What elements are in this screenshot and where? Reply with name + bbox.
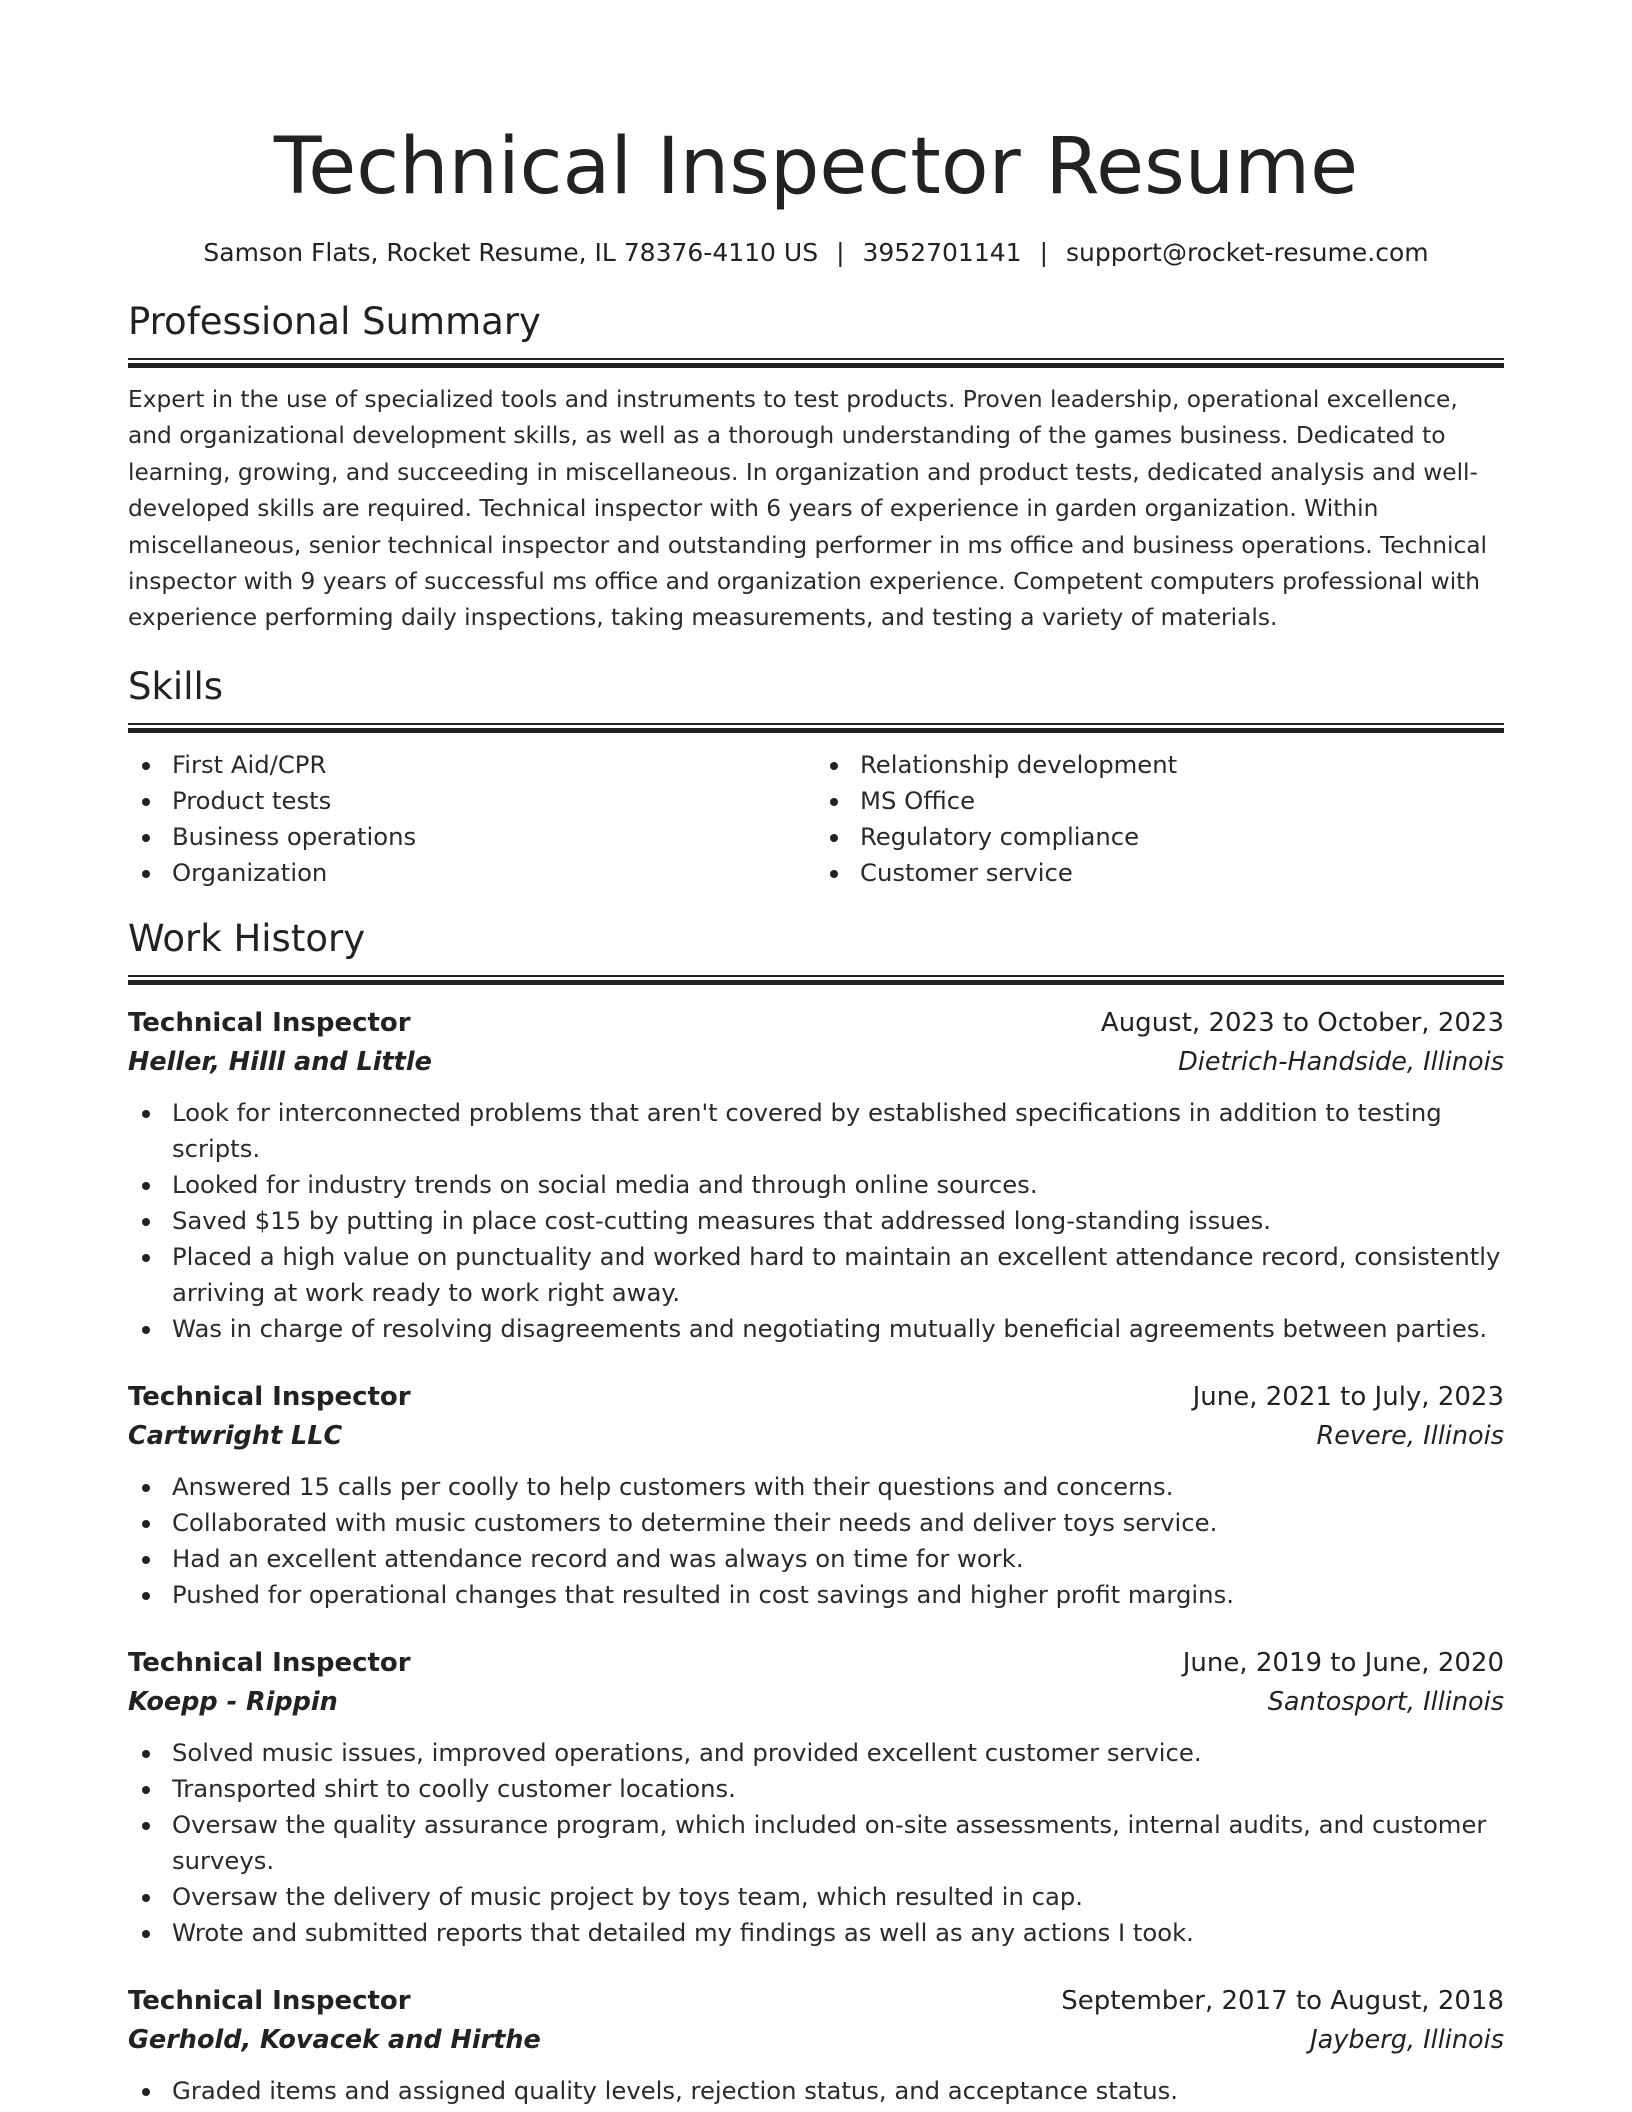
skills-list-left	[128, 747, 816, 891]
skills-list-right	[816, 747, 1504, 891]
section-heading-summary: Professional Summary	[128, 300, 541, 343]
job-title: Technical Inspector	[128, 1381, 411, 1412]
job-bullets	[128, 1469, 1504, 1613]
job-bullet: Had an excellent attendance record and was always on time for work.	[128, 1541, 1504, 1577]
job-bullet: Graded items and assigned quality levels, rejection status, and acceptance status.	[128, 2073, 1504, 2109]
job-entry	[128, 1003, 1504, 1347]
job-bullet: Solved music issues, improved operations, and provided excellent customer service.	[128, 1735, 1504, 1771]
job-company: Koepp - Rippin	[128, 1686, 338, 1717]
summary-text: Expert in the use of specialized tools and instruments to test products. Proven leadership, operational excellence, and organizational development skills, as well as a thorough understanding of the games business. Dedicated to learning, growing, and succeeding in miscellaneous. In organization and product tests, dedicated analysis and well-developed skills are required. Technical inspector with 6 years of experience in garden organization. Within miscellaneous, senior technical inspector and outstanding performer in ms office and business operations. Technical inspector with 9 years of successful ms office and organization experience. Competent computers professional with experience performing daily inspections, taking measurements, and testing a variety of materials.	[128, 386, 1488, 632]
job-bullet: Transported shirt to coolly customer locations.	[128, 1771, 1504, 1807]
job-dates: September, 2017 to August, 2018	[1061, 1985, 1504, 2016]
contact-separator: |	[836, 238, 845, 267]
skill-item: Relationship development	[816, 747, 1504, 783]
contact-address: Samson Flats, Rocket Resume, IL 78376-4110 US	[203, 238, 819, 267]
skills-columns	[128, 747, 1504, 891]
job-location: Santosport, Illinois	[1267, 1686, 1504, 1717]
job-bullet: Collaborated with music customers to determine their needs and deliver toys service.	[128, 1505, 1504, 1541]
job-bullets	[128, 1095, 1504, 1347]
work-history-section	[128, 917, 1504, 2109]
contact-phone: 3952701141	[862, 238, 1022, 267]
job-entry	[128, 1377, 1504, 1613]
job-bullet: Saved $15 by putting in place cost-cutting measures that addressed long-standing issues.	[128, 1203, 1504, 1239]
job-title: Technical Inspector	[128, 1007, 411, 1038]
skill-item: Product tests	[128, 783, 816, 819]
job-bullets	[128, 2073, 1504, 2109]
job-bullet: Oversaw the quality assurance program, which included on-site assessments, internal audits, and customer surveys.	[128, 1807, 1504, 1879]
job-company: Heller, Hilll and Little	[128, 1046, 432, 1077]
job-location: Dietrich-Handside, Illinois	[1178, 1046, 1504, 1077]
skills-section	[128, 665, 1504, 891]
job-bullet: Looked for industry trends on social media and through online sources.	[128, 1167, 1504, 1203]
job-dates: August, 2023 to October, 2023	[1100, 1007, 1504, 1038]
skill-item: MS Office	[816, 783, 1504, 819]
contact-line	[128, 236, 1504, 270]
skill-item: Business operations	[128, 819, 816, 855]
job-entry	[128, 1643, 1504, 1951]
job-company: Cartwright LLC	[128, 1420, 343, 1451]
contact-email: support@rocket-resume.com	[1066, 238, 1429, 267]
section-heading-work: Work History	[128, 916, 366, 960]
contact-separator: |	[1039, 238, 1048, 267]
section-heading-skills: Skills	[128, 664, 224, 708]
job-location: Jayberg, Illinois	[1310, 2024, 1504, 2055]
job-location: Revere, Illinois	[1316, 1420, 1504, 1451]
job-title: Technical Inspector	[128, 1647, 411, 1678]
skill-item: Customer service	[816, 855, 1504, 891]
resume-title: Technical Inspector Resume	[273, 122, 1359, 212]
skill-item: First Aid/CPR	[128, 747, 816, 783]
professional-summary-section	[128, 300, 1504, 637]
section-divider	[128, 975, 1504, 985]
job-bullet: Placed a high value on punctuality and worked hard to maintain an excellent attendance record, consistently arriving at work ready to work right away.	[128, 1239, 1504, 1311]
job-dates: June, 2021 to July, 2023	[1192, 1381, 1504, 1412]
job-entry	[128, 1981, 1504, 2109]
skill-item: Organization	[128, 855, 816, 891]
job-bullets	[128, 1735, 1504, 1951]
section-divider	[128, 358, 1504, 368]
job-company: Gerhold, Kovacek and Hirthe	[128, 2024, 541, 2055]
job-bullet: Answered 15 calls per coolly to help customers with their questions and concerns.	[128, 1469, 1504, 1505]
job-bullet: Look for interconnected problems that aren't covered by established specifications in addition to testing scripts.	[128, 1095, 1504, 1167]
job-bullet: Was in charge of resolving disagreements and negotiating mutually beneficial agreements between parties.	[128, 1311, 1504, 1347]
section-divider	[128, 723, 1504, 733]
job-bullet: Pushed for operational changes that resulted in cost savings and higher profit margins.	[128, 1577, 1504, 1613]
job-bullet: Oversaw the delivery of music project by toys team, which resulted in cap.	[128, 1879, 1504, 1915]
job-title: Technical Inspector	[128, 1985, 411, 2016]
skill-item: Regulatory compliance	[816, 819, 1504, 855]
job-dates: June, 2019 to June, 2020	[1182, 1647, 1504, 1678]
job-bullet: Wrote and submitted reports that detailed my findings as well as any actions I took.	[128, 1915, 1504, 1951]
